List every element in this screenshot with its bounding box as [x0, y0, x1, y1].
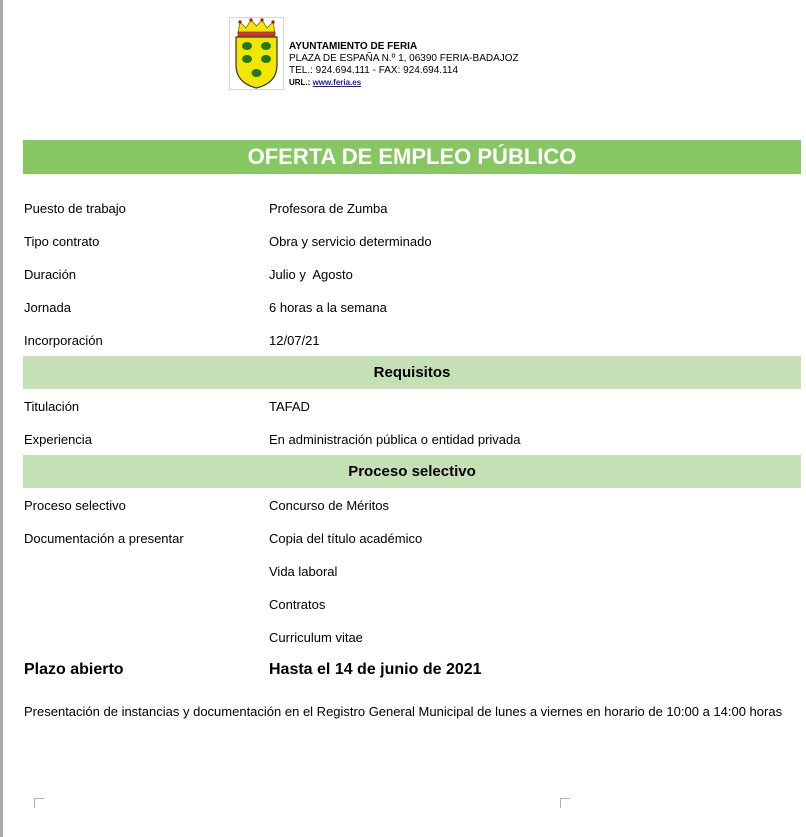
field-label: Duración [24, 267, 77, 282]
org-url-link[interactable]: www.feria.es [312, 78, 362, 87]
org-address: PLAZA DE ESPAÑA N.º 1, 06390 FERIA-BADAJOZ [289, 53, 519, 64]
field-value: 6 horas a la semana [269, 300, 387, 315]
page-left-edge [0, 0, 3, 837]
section-heading-proceso: Proceso selectivo [23, 455, 801, 488]
coat-of-arms-logo [229, 17, 284, 90]
section-heading-requisitos: Requisitos [23, 356, 801, 389]
deadline-label: Plazo abierto [24, 661, 124, 678]
field-label: Experiencia [24, 432, 92, 447]
field-value: Julio y Agosto [269, 267, 353, 282]
url-label: URL.: [289, 78, 311, 87]
page-title: OFERTA DE EMPLEO PÚBLICO [23, 140, 801, 174]
deadline-value: Hasta el 14 de junio de 2021 [269, 661, 482, 678]
field-value: Copia del título académico [269, 531, 423, 546]
field-label: Tipo contrato [24, 234, 100, 249]
field-label: Jornada [24, 300, 71, 315]
org-url-line [289, 77, 519, 89]
page-corner-marker [34, 798, 44, 808]
org-name: AYUNTAMIENTO DE FERIA [289, 41, 418, 52]
field-label: Incorporación [24, 333, 103, 348]
field-label: Proceso selectivo [24, 498, 126, 513]
field-value: Obra y servicio determinado [269, 234, 432, 249]
org-phone: TEL.: 924.694.111 - FAX: 924.694.114 [289, 65, 459, 76]
field-value: En administración pública o entidad privada [269, 432, 521, 447]
page-corner-marker [560, 798, 570, 808]
field-label: Documentación a presentar [24, 531, 184, 546]
field-value: TAFAD [269, 399, 310, 414]
submission-note: Presentación de instancias y documentación en el Registro General Municipal de lunes a viernes en horario de 10:00 a 14:00 horas [24, 704, 783, 719]
letterhead [289, 41, 519, 89]
field-value: Curriculum vitae [269, 630, 363, 645]
field-label: Puesto de trabajo [24, 201, 126, 216]
field-label: Titulación [24, 399, 80, 414]
field-value: Contratos [269, 597, 326, 612]
field-value: 12/07/21 [269, 333, 320, 348]
field-value: Concurso de Méritos [269, 498, 389, 513]
field-value: Vida laboral [269, 564, 338, 579]
field-value: Profesora de Zumba [269, 201, 388, 216]
